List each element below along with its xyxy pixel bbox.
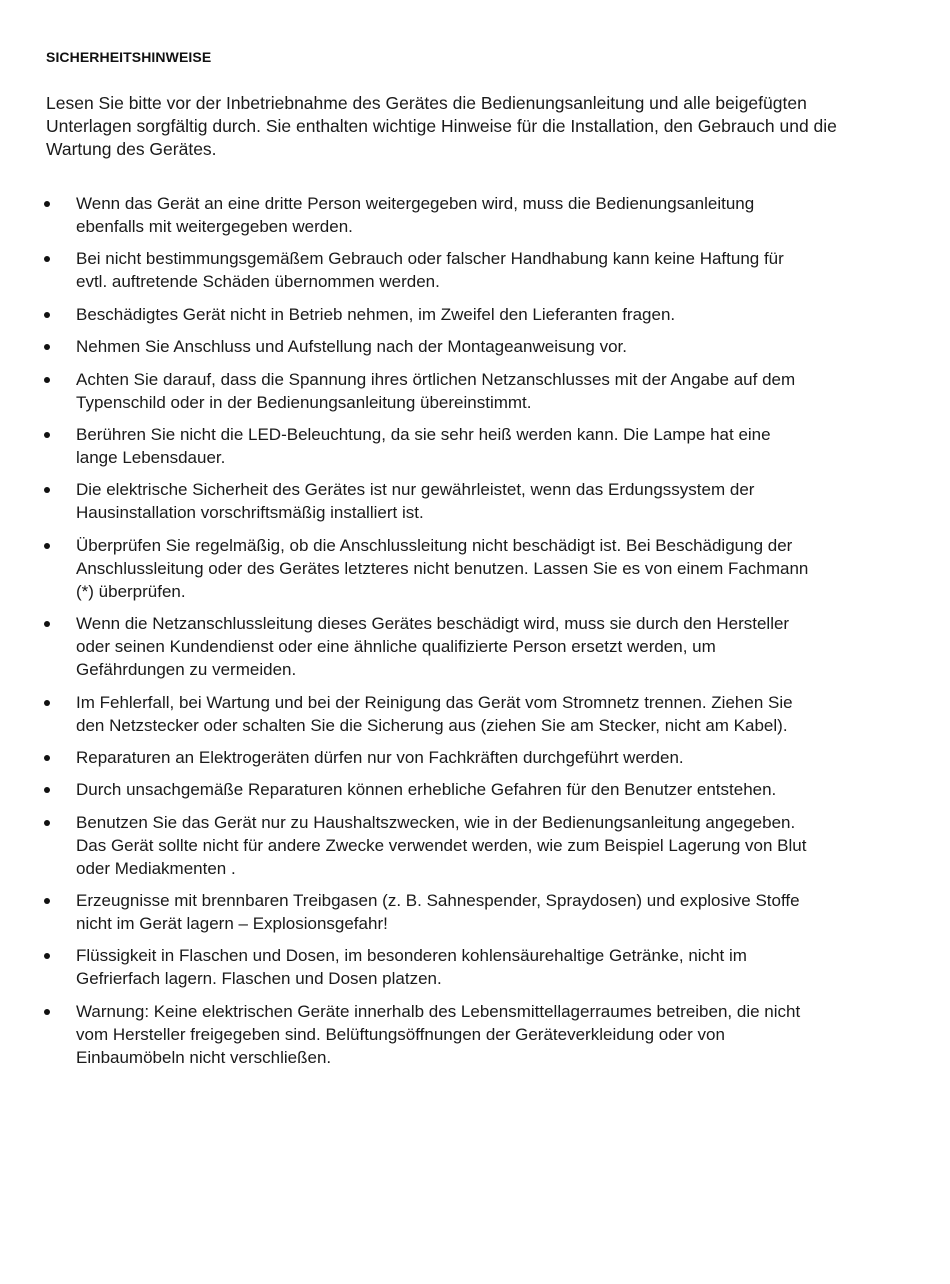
bullet-icon bbox=[44, 621, 50, 627]
bullet-icon bbox=[44, 312, 50, 318]
list-item-text: Achten Sie darauf, dass die Spannung ihres örtlichen Netzanschlusses mit der Angabe auf dem Typenschild oder in der Bedienungsanleitung übereinstimmt. bbox=[76, 369, 796, 412]
bullet-icon bbox=[44, 755, 50, 761]
list-item-text: Die elektrische Sicherheit des Gerätes ist nur gewährleistet, wenn das Erdungssystem der Hausinstallation vorschriftsmäßig installiert ist. bbox=[76, 480, 755, 523]
list-item bbox=[0, 612, 816, 681]
list-item-text: Wenn die Netzanschlussleitung dieses Gerätes beschädigt wird, muss sie durch den Hersteller oder seinen Kundendienst oder eine ähnliche qualifizierte Person ersetzt werden, um Gefährdungen zu vermeiden. bbox=[76, 614, 790, 680]
list-item bbox=[0, 534, 816, 603]
bullet-icon bbox=[44, 543, 50, 549]
bullet-icon bbox=[44, 898, 50, 904]
list-item-text: Berühren Sie nicht die LED-Beleuchtung, da sie sehr heiß werden kann. Die Lampe hat eine lange Lebensdauer. bbox=[76, 424, 771, 467]
list-item bbox=[0, 335, 816, 358]
bullet-icon bbox=[44, 201, 50, 207]
list-item-text: Wenn das Gerät an eine dritte Person weitergegeben wird, muss die Bedienungsanleitung ebenfalls mit weitergegeben werden. bbox=[76, 194, 755, 236]
list-item-text: Nehmen Sie Anschluss und Aufstellung nach der Montageanweisung vor. bbox=[76, 337, 627, 357]
list-item-text: Beschädigtes Gerät nicht in Betrieb nehmen, im Zweifel den Lieferanten fragen. bbox=[76, 304, 676, 324]
bullet-icon bbox=[44, 344, 50, 350]
bullet-icon bbox=[44, 487, 50, 493]
list-item bbox=[0, 944, 816, 990]
list-item bbox=[0, 247, 816, 293]
list-item bbox=[0, 746, 816, 769]
list-item bbox=[0, 1000, 816, 1069]
list-item bbox=[0, 889, 816, 935]
list-item bbox=[0, 778, 816, 801]
bullet-icon bbox=[44, 432, 50, 438]
list-item-text: Warnung: Keine elektrischen Geräte innerhalb des Lebensmittellagerraumes betreiben, die nicht vom Hersteller freigegeben sind. Belüftungsöffnungen der Geräteverkleidung oder von Einbaumöbeln nicht verschließen. bbox=[76, 1001, 801, 1067]
bullet-icon bbox=[44, 377, 50, 383]
list-item bbox=[0, 691, 816, 737]
list-item bbox=[0, 423, 816, 469]
bullet-icon bbox=[44, 820, 50, 826]
list-item-text: Durch unsachgemäße Reparaturen können erhebliche Gefahren für den Benutzer entstehen. bbox=[76, 780, 777, 800]
list-item-text: Flüssigkeit in Flaschen und Dosen, im besonderen kohlensäurehaltige Getränke, nicht im Gefrierfach lagern. Flaschen und Dosen platzen. bbox=[76, 946, 747, 989]
bullet-icon bbox=[44, 787, 50, 793]
list-item-text: Überprüfen Sie regelmäßig, ob die Anschlussleitung nicht beschädigt ist. Bei Beschädigung der Anschlussleitung oder des Gerätes letzteres nicht benutzen. Lassen Sie es von einem Fachmann (*) überprüfen. bbox=[76, 535, 809, 601]
bullet-icon bbox=[44, 700, 50, 706]
list-item bbox=[0, 478, 816, 524]
intro-paragraph: Lesen Sie bitte vor der Inbetriebnahme des Gerätes die Bedienungsanleitung und alle beigefügten Unterlagen sorgfältig durch. Sie enthalten wichtige Hinweise für die Installation, den Gebrauch und die Wartung des Gerätes. bbox=[46, 93, 837, 159]
list-item-text: Im Fehlerfall, bei Wartung und bei der Reinigung das Gerät vom Stromnetz trennen. Ziehen Sie den Netzstecker oder schalten Sie die Sicherung aus (ziehen Sie am Stecker, nicht am Kabel). bbox=[76, 692, 793, 735]
bullet-icon bbox=[44, 1009, 50, 1015]
list-item bbox=[0, 192, 816, 238]
bullet-icon bbox=[44, 953, 50, 959]
list-item-text: Benutzen Sie das Gerät nur zu Haushaltszwecken, wie in der Bedienungsanleitung angegeben. Das Gerät sollte nicht für andere Zwecke verwendet werden, wie zum Beispiel Lagerung von Blut oder Mediakmenten . bbox=[76, 812, 807, 878]
list-item bbox=[0, 368, 816, 414]
list-item bbox=[0, 811, 816, 880]
list-item-text: Bei nicht bestimmungsgemäßem Gebrauch oder falscher Handhabung kann keine Haftung für evtl. auftretende Schäden übernommen werden. bbox=[76, 249, 784, 292]
list-item bbox=[0, 303, 816, 326]
section-heading: SICHERHEITSHINWEISE bbox=[46, 49, 212, 65]
safety-instructions-list bbox=[0, 192, 950, 1078]
list-item-text: Erzeugnisse mit brennbaren Treibgasen (z. B. Sahnespender, Spraydosen) und explosive Stoffe nicht im Gerät lagern – Explosionsgefahr! bbox=[76, 891, 800, 934]
list-item-text: Reparaturen an Elektrogeräten dürfen nur von Fachkräften durchgeführt werden. bbox=[76, 747, 684, 767]
bullet-icon bbox=[44, 256, 50, 262]
